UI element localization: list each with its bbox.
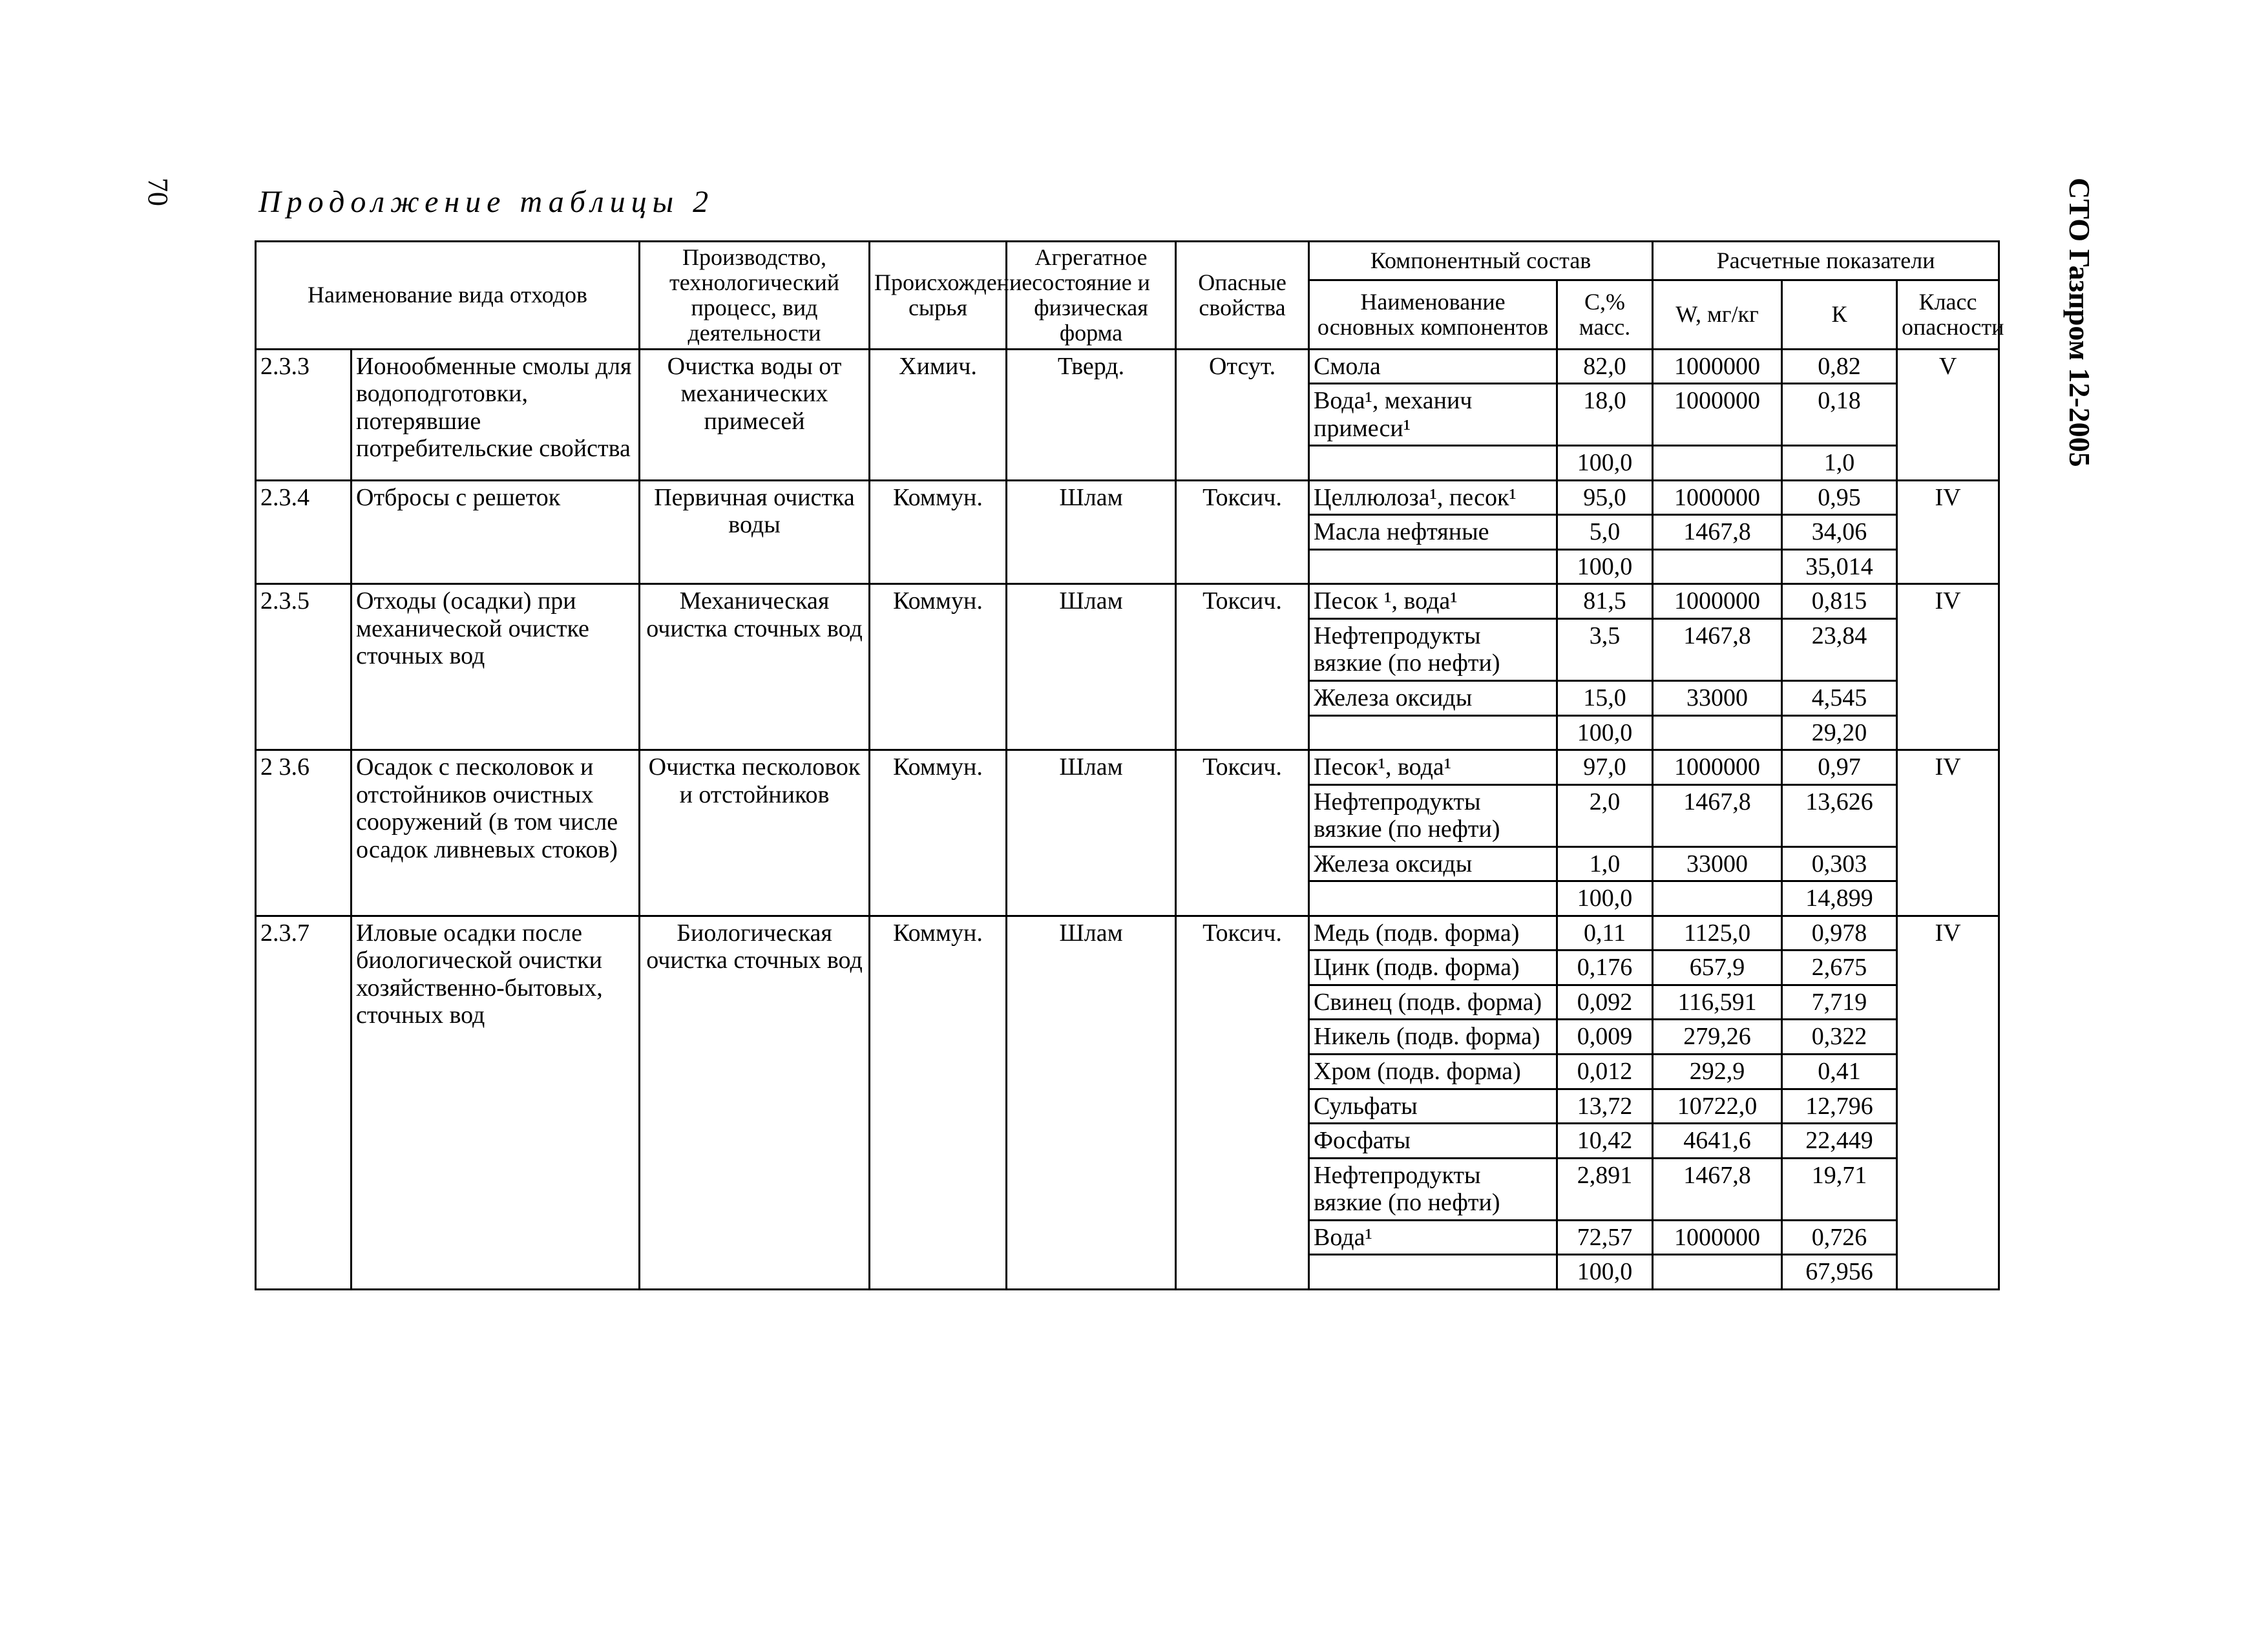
- component-c: 0,11: [1557, 916, 1653, 951]
- component-w: 1000000: [1653, 750, 1782, 785]
- component-w: 116,591: [1653, 985, 1782, 1020]
- header-component: Наименование основных компонентов: [1309, 280, 1557, 349]
- component-name: Железа оксиды: [1309, 846, 1557, 881]
- component-k: 0,978: [1782, 916, 1897, 951]
- hazard-class: IV: [1897, 584, 1999, 750]
- component-w: 10722,0: [1653, 1089, 1782, 1124]
- row-code: 2.3.7: [256, 916, 352, 1289]
- component-name: Хром (подв. форма): [1309, 1054, 1557, 1089]
- state-cell: Тверд.: [1007, 349, 1176, 480]
- hazard-cell: Токсич.: [1176, 480, 1309, 584]
- row-code: 2.3.3: [256, 349, 352, 480]
- component-w: 1467,8: [1653, 618, 1782, 680]
- table-row: [256, 584, 1999, 619]
- component-c: 72,57: [1557, 1220, 1653, 1255]
- component-w: 1000000: [1653, 1220, 1782, 1255]
- process-cell: Очистка песколовок и отстойников: [640, 750, 870, 916]
- component-k: 35,014: [1782, 549, 1897, 584]
- component-k: 14,899: [1782, 881, 1897, 916]
- component-c: 82,0: [1557, 349, 1653, 384]
- component-k: 4,545: [1782, 680, 1897, 715]
- component-c: 1,0: [1557, 846, 1653, 881]
- component-w: [1653, 881, 1782, 916]
- component-k: 2,675: [1782, 951, 1897, 985]
- component-c: 10,42: [1557, 1124, 1653, 1159]
- component-name: [1309, 549, 1557, 584]
- header-class: Класс опасности: [1897, 280, 1999, 349]
- component-name: Целлюлоза¹, песок¹: [1309, 480, 1557, 515]
- component-name: Фосфаты: [1309, 1124, 1557, 1159]
- component-c: 100,0: [1557, 1255, 1653, 1290]
- component-name: [1309, 715, 1557, 750]
- component-w: [1653, 446, 1782, 481]
- header-name: Наименование вида отходов: [256, 242, 640, 350]
- component-c: 18,0: [1557, 384, 1653, 446]
- state-cell: Шлам: [1007, 480, 1176, 584]
- table-header: [256, 242, 2004, 350]
- component-name: [1309, 881, 1557, 916]
- hazard-class: IV: [1897, 750, 1999, 916]
- component-k: 34,06: [1782, 515, 1897, 550]
- hazard-class: IV: [1897, 916, 1999, 1289]
- process-cell: Биологическая очистка сточных вод: [640, 916, 870, 1289]
- component-c: 3,5: [1557, 618, 1653, 680]
- table-caption: Продолжение таблицы 2: [258, 185, 715, 219]
- row-code: 2 3.6: [256, 750, 352, 916]
- header-c: С,% масс.: [1557, 280, 1653, 349]
- row-code: 2.3.5: [256, 584, 352, 750]
- component-name: Масла нефтяные: [1309, 515, 1557, 550]
- header-w: W, мг/кг: [1653, 280, 1782, 349]
- process-cell: Первичная очистка воды: [640, 480, 870, 584]
- state-cell: Шлам: [1007, 916, 1176, 1289]
- component-k: 0,18: [1782, 384, 1897, 446]
- component-w: 1467,8: [1653, 1158, 1782, 1220]
- origin-cell: Коммун.: [870, 584, 1007, 750]
- component-c: 100,0: [1557, 549, 1653, 584]
- component-c: 0,012: [1557, 1054, 1653, 1089]
- component-k: 67,956: [1782, 1255, 1897, 1290]
- state-cell: Шлам: [1007, 584, 1176, 750]
- component-k: 12,796: [1782, 1089, 1897, 1124]
- component-c: 100,0: [1557, 881, 1653, 916]
- header-state: Агрегатное состояние и физическая форма: [1007, 242, 1176, 350]
- component-k: 0,303: [1782, 846, 1897, 881]
- document-code: СТО Газпром 12-2005: [2063, 178, 2096, 467]
- process-cell: Механическая очистка сточных вод: [640, 584, 870, 750]
- component-name: Нефтепродукты вязкие (по нефти): [1309, 618, 1557, 680]
- waste-name: Ионообменные смолы для водоподготовки, потерявшие потребительские свойства: [352, 349, 640, 480]
- hazard-cell: Отсут.: [1176, 349, 1309, 480]
- hazard-class: IV: [1897, 480, 1999, 584]
- table-row: [256, 480, 1999, 515]
- component-name: Вода¹, механич примеси¹: [1309, 384, 1557, 446]
- table-row: [256, 750, 1999, 785]
- component-c: 5,0: [1557, 515, 1653, 550]
- component-name: Сульфаты: [1309, 1089, 1557, 1124]
- origin-cell: Коммун.: [870, 480, 1007, 584]
- hazard-cell: Токсич.: [1176, 750, 1309, 916]
- component-w: 33000: [1653, 846, 1782, 881]
- component-name: Железа оксиды: [1309, 680, 1557, 715]
- component-w: 33000: [1653, 680, 1782, 715]
- header-k: К: [1782, 280, 1897, 349]
- table-row: [256, 916, 1999, 951]
- component-c: 97,0: [1557, 750, 1653, 785]
- component-k: 1,0: [1782, 446, 1897, 481]
- header-calc: Расчетные показатели: [1653, 242, 1999, 280]
- component-k: 29,20: [1782, 715, 1897, 750]
- component-name: Медь (подв. форма): [1309, 916, 1557, 951]
- process-cell: Очистка воды от механических примесей: [640, 349, 870, 480]
- component-w: 4641,6: [1653, 1124, 1782, 1159]
- component-w: [1653, 1255, 1782, 1290]
- origin-cell: Коммун.: [870, 750, 1007, 916]
- component-c: 100,0: [1557, 715, 1653, 750]
- component-k: 23,84: [1782, 618, 1897, 680]
- table-row: [256, 349, 1999, 384]
- component-k: 0,815: [1782, 584, 1897, 619]
- component-k: 7,719: [1782, 985, 1897, 1020]
- component-name: [1309, 446, 1557, 481]
- page-number: 70: [142, 178, 174, 206]
- component-name: [1309, 1255, 1557, 1290]
- component-c: 100,0: [1557, 446, 1653, 481]
- hazard-cell: Токсич.: [1176, 916, 1309, 1289]
- component-k: 0,97: [1782, 750, 1897, 785]
- component-name: Смола: [1309, 349, 1557, 384]
- component-w: [1653, 715, 1782, 750]
- waste-name: Отходы (осадки) при механической очистке сточных вод: [352, 584, 640, 750]
- component-w: 292,9: [1653, 1054, 1782, 1089]
- component-name: Свинец (подв. форма): [1309, 985, 1557, 1020]
- component-w: 1000000: [1653, 480, 1782, 515]
- component-k: 0,322: [1782, 1020, 1897, 1055]
- component-w: 1467,8: [1653, 784, 1782, 846]
- component-w: 1000000: [1653, 384, 1782, 446]
- component-w: 657,9: [1653, 951, 1782, 985]
- table-body: [256, 349, 1999, 1289]
- component-c: 95,0: [1557, 480, 1653, 515]
- component-k: 0,726: [1782, 1220, 1897, 1255]
- component-name: Нефтепродукты вязкие (по нефти): [1309, 784, 1557, 846]
- component-name: Нефтепродукты вязкие (по нефти): [1309, 1158, 1557, 1220]
- component-k: 0,41: [1782, 1054, 1897, 1089]
- component-k: 19,71: [1782, 1158, 1897, 1220]
- component-name: Никель (подв. форма): [1309, 1020, 1557, 1055]
- component-k: 22,449: [1782, 1124, 1897, 1159]
- component-w: 1125,0: [1653, 916, 1782, 951]
- component-c: 0,176: [1557, 951, 1653, 985]
- waste-table: [255, 240, 2004, 1290]
- waste-name: Иловые осадки после биологической очистки хозяйственно-бытовых, сточных вод: [352, 916, 640, 1289]
- component-c: 2,891: [1557, 1158, 1653, 1220]
- component-name: Песок ¹, вода¹: [1309, 584, 1557, 619]
- component-name: Цинк (подв. форма): [1309, 951, 1557, 985]
- component-c: 0,092: [1557, 985, 1653, 1020]
- component-c: 15,0: [1557, 680, 1653, 715]
- component-w: 279,26: [1653, 1020, 1782, 1055]
- component-w: 1467,8: [1653, 515, 1782, 550]
- component-k: 0,95: [1782, 480, 1897, 515]
- hazard-class: V: [1897, 349, 1999, 480]
- waste-name: Осадок с песколовок и отстойников очистных сооружений (в том числе осадок ливневых стоков): [352, 750, 640, 916]
- component-name: Вода¹: [1309, 1220, 1557, 1255]
- component-c: 81,5: [1557, 584, 1653, 619]
- state-cell: Шлам: [1007, 750, 1176, 916]
- header-hazard: Опасные свойства: [1176, 242, 1309, 350]
- header-composition: Компонентный состав: [1309, 242, 1653, 280]
- component-w: [1653, 549, 1782, 584]
- component-k: 0,82: [1782, 349, 1897, 384]
- origin-cell: Химич.: [870, 349, 1007, 480]
- component-k: 13,626: [1782, 784, 1897, 846]
- component-w: 1000000: [1653, 349, 1782, 384]
- origin-cell: Коммун.: [870, 916, 1007, 1289]
- component-c: 2,0: [1557, 784, 1653, 846]
- header-origin: Происхождение сырья: [870, 242, 1007, 350]
- row-code: 2.3.4: [256, 480, 352, 584]
- component-name: Песок¹, вода¹: [1309, 750, 1557, 785]
- component-c: 13,72: [1557, 1089, 1653, 1124]
- header-process: Производство, технологический процесс, вид деятельности: [640, 242, 870, 350]
- waste-name: Отбросы с решеток: [352, 480, 640, 584]
- component-c: 0,009: [1557, 1020, 1653, 1055]
- component-w: 1000000: [1653, 584, 1782, 619]
- hazard-cell: Токсич.: [1176, 584, 1309, 750]
